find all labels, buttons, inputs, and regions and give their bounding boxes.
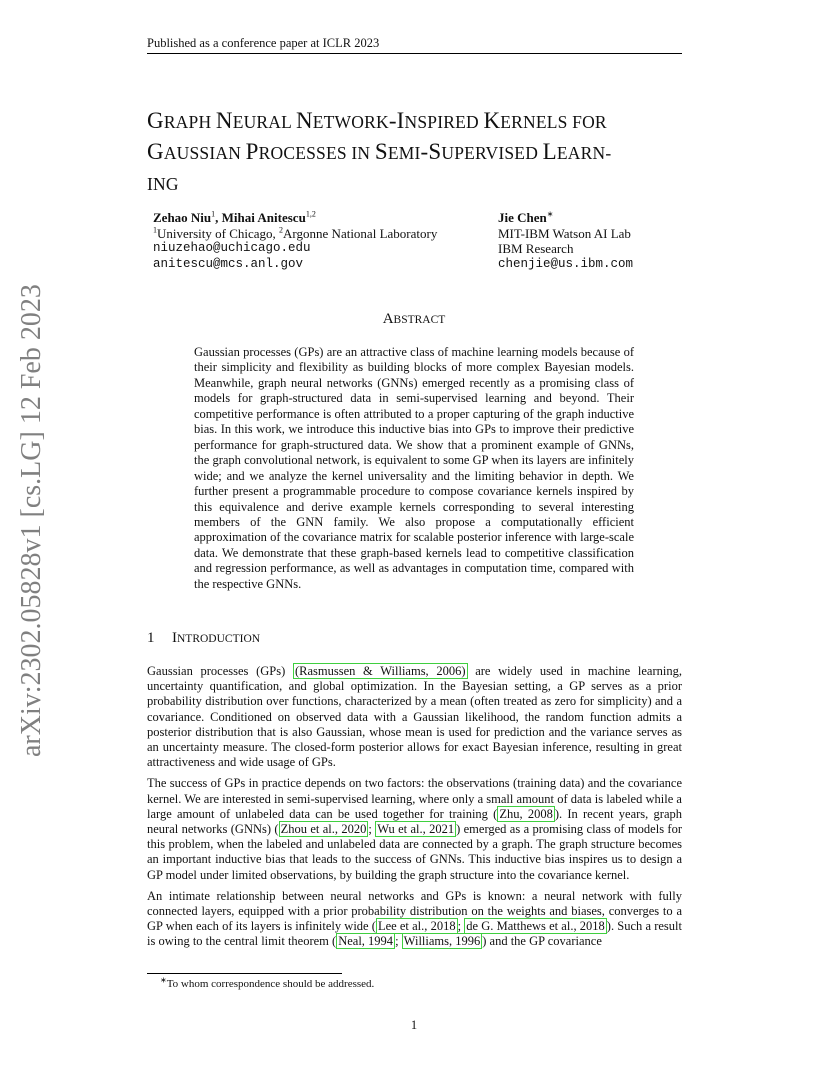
text: ; <box>395 934 402 949</box>
author-block-right <box>498 210 633 272</box>
title-text: EARN <box>556 143 606 163</box>
author-block-left <box>153 210 437 272</box>
citation-link[interactable]: Zhou et al., 2020 <box>280 822 367 837</box>
title-text: RAPH <box>163 112 216 132</box>
abstract-text: Gaussian processes (GPs) are an attractive class of machine learning models because of their simplicity and flexibility as building blocks of more complex Bayesian models. Meanwhile, graph neural networks (GNNs) emerged recently as a promising class of models for graph-structured data in semi-supervised learning and beyond. Their competitive performance is often attributed to a proper capturing of the graph inductive bias. In this work, we introduce this inductive bias into GPs to improve their predictive performance for graph-structured data. We show that a prominent example of GNNs, the graph convolutional network, is equivalent to some GP when its layers are infinitely wide; and we analyze the kernel universality and the limiting behavior in depth. We further present a programmable procedure to compose covariance kernels inspired by this equivalence and derive example kernels corresponding to several interesting members of the GNN family. We also propose a computationally efficient approximation of the covariance matrix for scalable posterior inference with large-scale data. We demonstrate that these graph-based kernels lead to competitive classification and regression performance, as well as advantages in computation time, compared with the respective GNNs. <box>194 345 634 591</box>
abstract-body <box>194 345 634 592</box>
text: The success of GPs in practice depends on two factors: the observations (training data) and the covariance kernel. We are interested in semi-supervised learning, where only a small amount of data is labeled while a large amount of unlabeled data can be used together for training ( <box>147 776 682 821</box>
text: are widely used in machine learning, uncertainty quantification, and global optimization. In the Bayesian setting, a GP serves as a prior probability distribution over functions, characterized by a mean (often treated as zero for simplicity) and a covariance. Conditioned on observed data with a Gaussian likelihood, the random function admits a posterior distribution that is also Gaussian, whose mean is used for prediction and the variance serves as an uncertainty measure. The closed-form posterior allows for exact Bayesian inference, resulting in great attractiveness and wide usage of GPs. <box>147 664 682 770</box>
author-name: Mihai Anitescu <box>221 210 306 225</box>
heading-text: A <box>382 311 394 327</box>
author-names <box>498 210 633 226</box>
section-number: 1 <box>147 630 155 646</box>
footnote-text: To whom correspondence should be addressed. <box>166 978 375 990</box>
title-line-3 <box>147 168 707 199</box>
paragraph <box>147 776 682 882</box>
section-heading-introduction <box>147 630 260 647</box>
header-rule <box>147 53 682 54</box>
text: ). Such a result is owing to the central limit theorem ( <box>147 919 682 949</box>
footnote-rule <box>147 973 342 974</box>
affiliation: IBM Research <box>498 241 574 256</box>
footnote-mark: ∗ <box>160 975 167 985</box>
citation-link[interactable]: Neal, 1994 <box>338 934 394 949</box>
citation-link[interactable]: (Rasmussen & Williams, 2006) <box>294 664 466 678</box>
title-text: ERNELS FOR <box>500 112 607 132</box>
intro-body <box>147 664 682 956</box>
text: Gaussian processes (GPs) <box>147 664 293 678</box>
heading-text: I <box>172 630 177 646</box>
text: ) emerged as a promising class of models for this problem, when the labeled and unlabeled data are connected by a graph. The graph structure becomes an important inductive bias that leads to the success of GNNs. This inductive bias inspires us to design a GP model under limited observations, by building the graph structure into the covariance kernel. <box>147 822 682 882</box>
title-text: -S <box>420 139 442 164</box>
affil-mark: 1 <box>211 209 216 219</box>
title-text: UPERVISED <box>441 143 543 163</box>
title-line-2 <box>147 137 707 168</box>
paragraph <box>147 889 682 950</box>
text: An intimate relationship between neural networks and GPs is known: a neural network with fully connected layers, equipped with a prior probability distribution on the weights and biases, converges to a GP when each of its layers is infinitely wide ( <box>147 888 682 934</box>
affil-mark: 2 <box>279 225 284 235</box>
title-text: L <box>542 139 557 164</box>
title-text: AUSSIAN <box>163 143 246 163</box>
author-email[interactable]: niuzehao@uchicago.edu <box>153 241 311 255</box>
affil-mark: 1 <box>153 225 157 235</box>
footnote <box>160 975 375 990</box>
author-email[interactable]: anitescu@mcs.anl.gov <box>153 256 304 271</box>
arxiv-stamp-text: arXiv:2302.05828v1 [cs.LG] 12 Feb 2023 <box>16 284 47 757</box>
title-text: EURAL <box>232 112 296 132</box>
citation-link[interactable]: Lee et al., 2018 <box>377 919 456 934</box>
heading-text: BSTRACT <box>393 314 446 326</box>
paragraph <box>147 664 682 770</box>
affiliation: MIT-IBM Watson AI Lab <box>498 225 631 241</box>
title-text: G <box>147 139 164 164</box>
title-text: P <box>245 139 259 164</box>
author-names <box>153 210 437 226</box>
affiliation: University of Chicago, <box>157 225 280 241</box>
title-text: ROCESSES IN <box>258 143 375 163</box>
title-line-1 <box>147 106 707 137</box>
paper-title <box>147 106 707 199</box>
title-text: N <box>295 108 313 133</box>
title-text: -I <box>388 108 405 133</box>
affiliations <box>153 226 437 242</box>
author-email[interactable]: chenjie@us.ibm.com <box>498 256 634 271</box>
citation-link[interactable]: Zhu, 2008 <box>499 806 553 821</box>
author-name: Jie Chen <box>498 210 547 225</box>
citation-link[interactable]: de G. Matthews et al., 2018 <box>466 919 605 934</box>
abstract-heading <box>0 311 828 328</box>
heading-text: NTRODUCTION <box>177 633 261 645</box>
citation-link[interactable]: Williams, 1996 <box>403 934 481 949</box>
affil-mark: 1,2 <box>305 209 316 219</box>
title-text: ETWORK <box>312 112 389 132</box>
separator: , <box>215 210 222 225</box>
title-text: EMI <box>387 143 421 163</box>
author-name: Zehao Niu <box>153 210 212 225</box>
title-text: NSPIRED <box>404 112 484 132</box>
arxiv-stamp <box>12 284 52 757</box>
citation-link[interactable]: Wu et al., 2021 <box>377 822 455 837</box>
title-text: N <box>215 108 233 133</box>
affiliation: Argonne National Laboratory <box>283 225 438 241</box>
page-number: 1 <box>410 1018 418 1032</box>
title-text: K <box>483 108 501 133</box>
text: ; <box>368 822 376 837</box>
text: ; <box>457 919 465 934</box>
text: ) and the GP covariance <box>482 934 602 949</box>
title-text: - <box>605 143 612 163</box>
text: ). In recent years, graph neural networks (GNNs) ( <box>147 806 682 837</box>
title-text: ING <box>147 174 179 194</box>
title-text: G <box>147 108 164 133</box>
title-text: S <box>374 139 388 164</box>
footnote-mark: ∗ <box>546 209 554 219</box>
running-header: Published as a conference paper at ICLR 2023 <box>147 36 380 50</box>
